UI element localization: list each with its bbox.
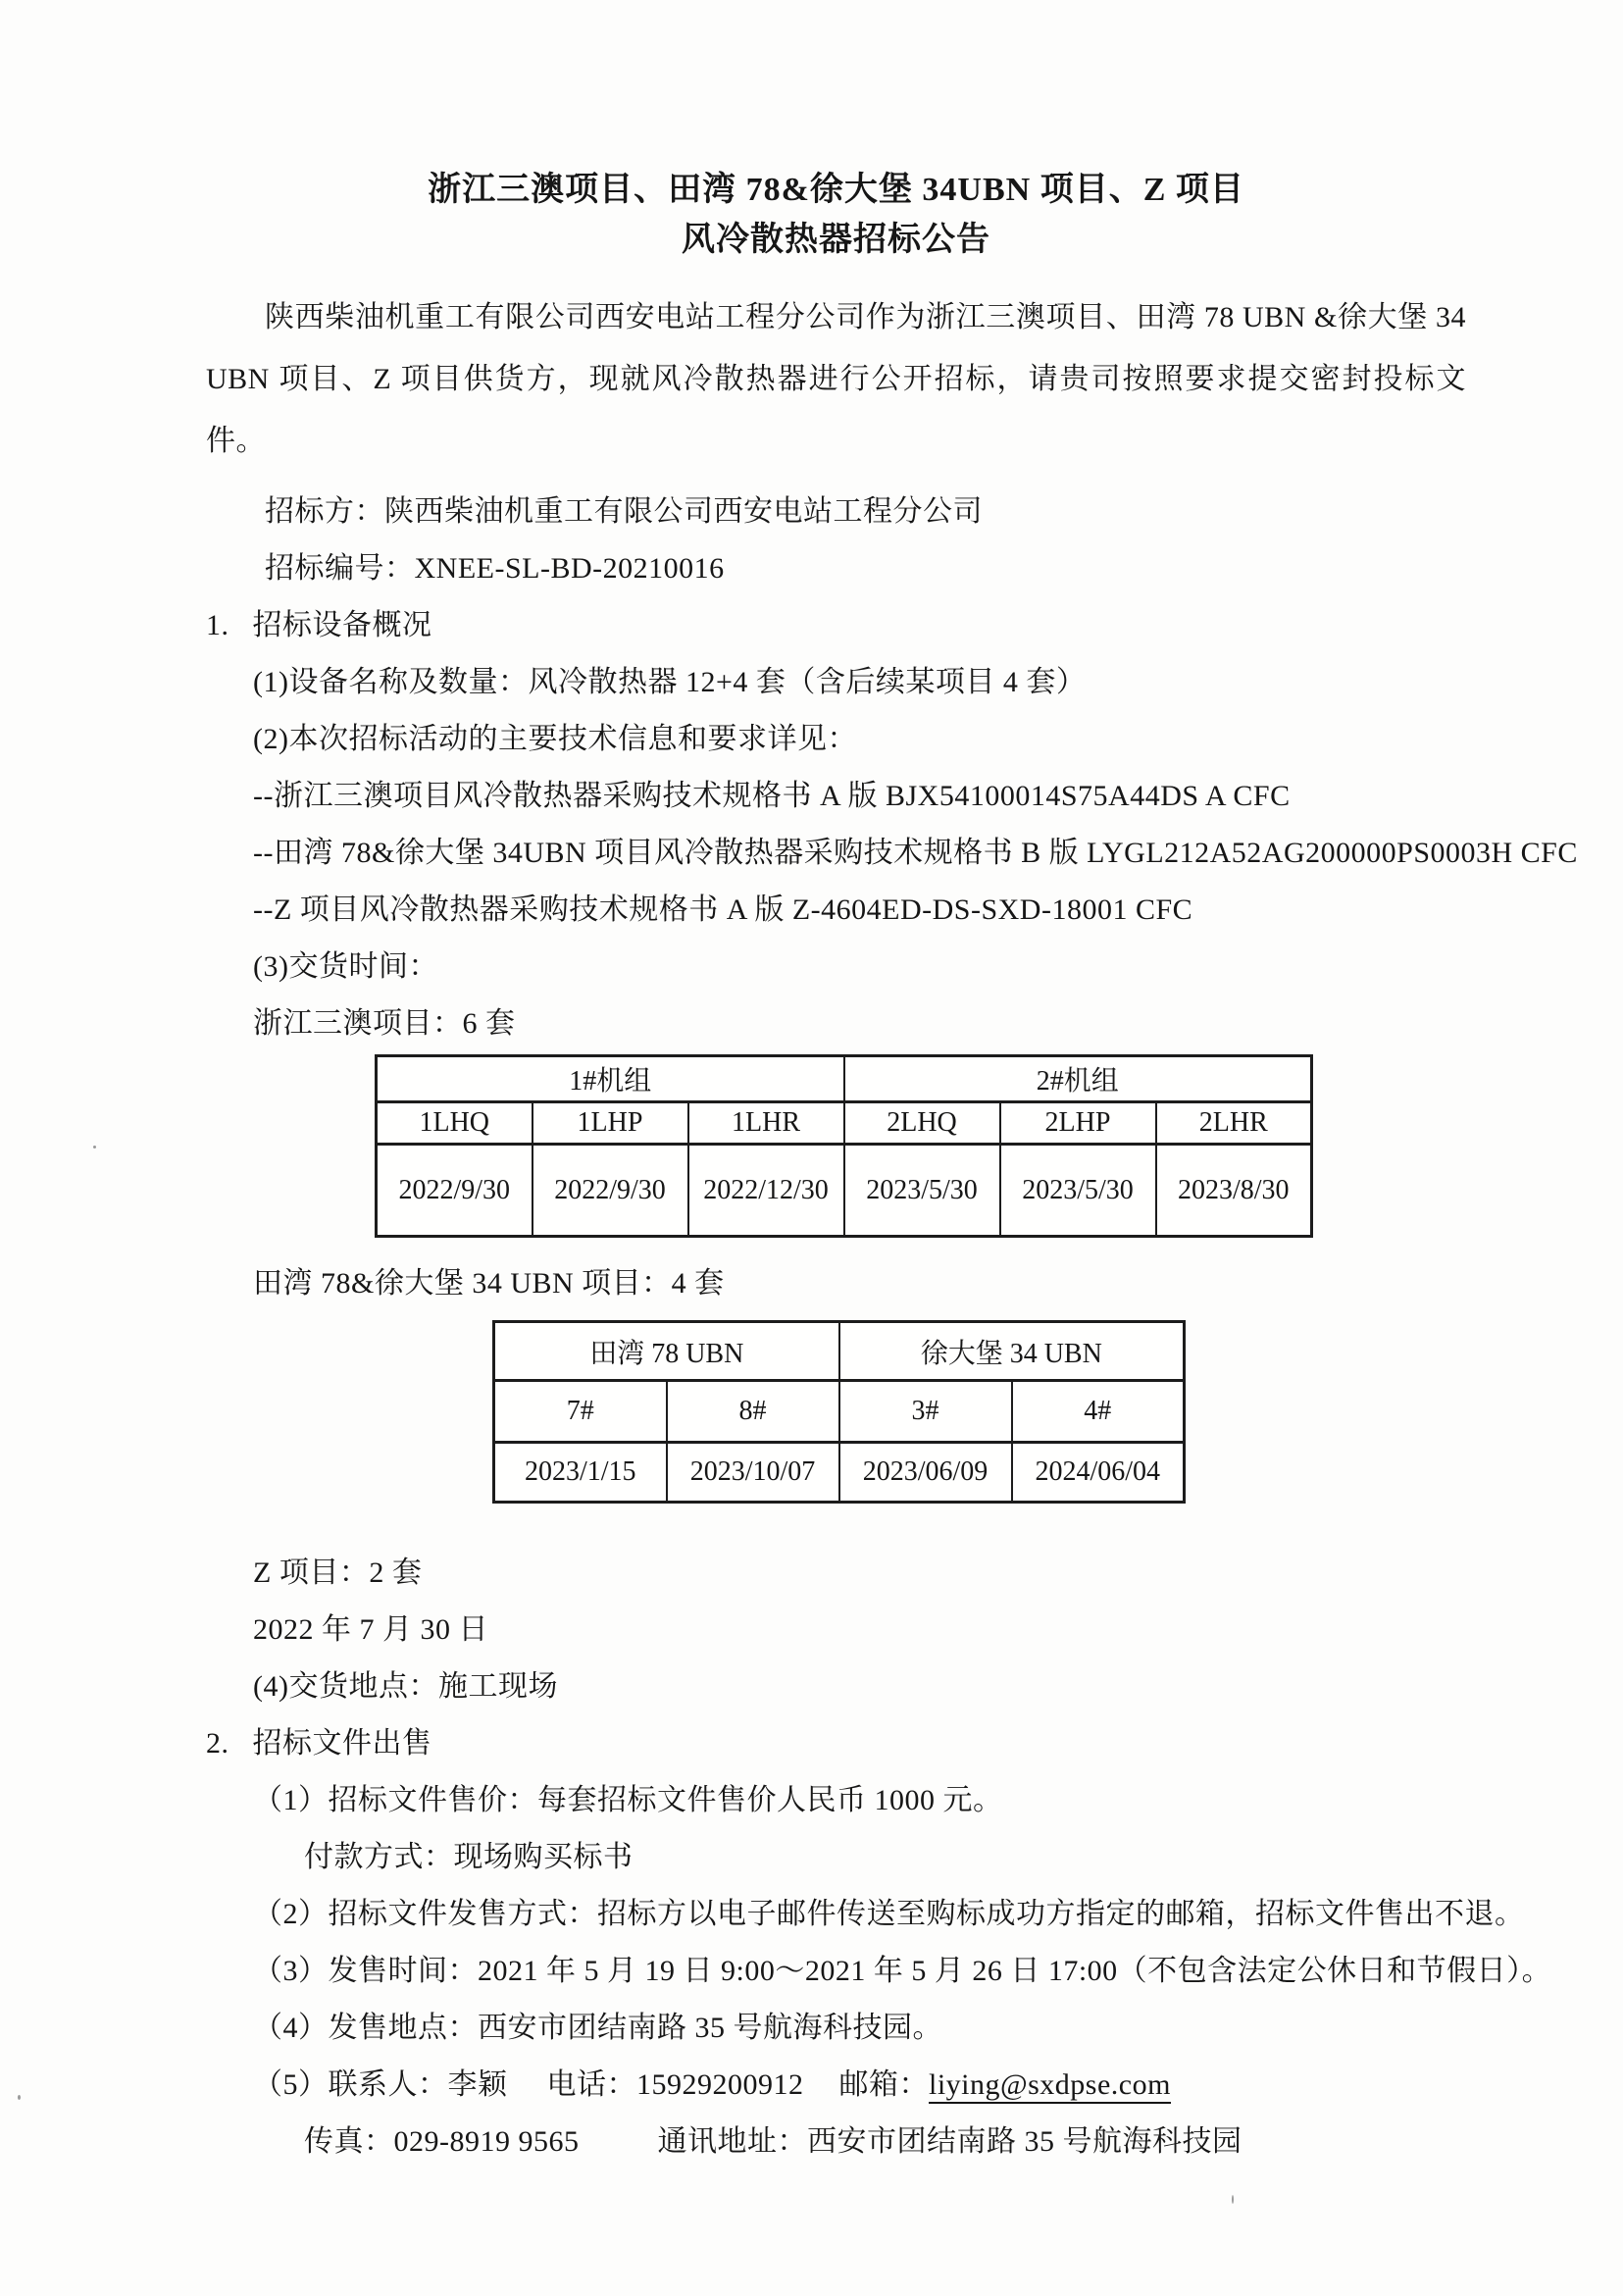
delivery-date-cell: 2023/1/15: [494, 1443, 667, 1503]
column-header-cell: 1LHQ: [377, 1102, 533, 1145]
document-title-line2: 风冷散热器招标公告: [682, 222, 990, 258]
tianwan-qty-line: 田湾 78&徐大堡 34 UBN 项目：4 套: [253, 1267, 725, 1300]
section2-heading: [206, 1715, 1466, 1772]
z-project-qty-line: Z 项目：2 套: [253, 1556, 423, 1589]
tech-info-line: (2)本次招标活动的主要技术信息和要求详见：: [253, 723, 857, 755]
section1-title: 招标设备概况: [252, 609, 432, 641]
equipment-name-line: (1)设备名称及数量：风冷散热器 12+4 套（含后续某项目 4 套）: [253, 666, 1087, 698]
contact-person: （5）联系人：李颖: [253, 2068, 508, 2101]
unit1-group-header-cell: 1#机组: [377, 1056, 844, 1102]
contact-email-link[interactable]: liying@sxdpse.com: [929, 2068, 1171, 2104]
scan-artifact: [18, 2095, 21, 2100]
section1-heading: [206, 597, 1466, 654]
zhejiang-qty-line: 浙江三澳项目：6 套: [253, 1007, 516, 1040]
zhejiang-delivery-table: [375, 1054, 1313, 1238]
column-header-cell: 3#: [839, 1381, 1012, 1443]
payment-method-line: 付款方式：现场购买标书: [304, 1841, 634, 1873]
section2-title: 招标文件出售: [252, 1727, 432, 1760]
sale-time-line: （3）发售时间：2021 年 5 月 19 日 9:00～2021 年 5 月 26 日 17:00（不包含法定公休日和节假日）。: [253, 1955, 1552, 1987]
document-title-line1: 浙江三澳项目、田湾 78&徐大堡 34UBN 项目、Z 项目: [428, 172, 1244, 208]
tenderer-line: 招标方：陕西柴油机重工有限公司西安电站工程分公司: [265, 495, 983, 528]
xudabao-group-header-cell: 徐大堡 34 UBN: [839, 1322, 1185, 1381]
delivery-date-cell: 2023/10/07: [667, 1443, 839, 1503]
scan-artifact: [93, 1146, 96, 1148]
postal-address: 通讯地址：西安市团结南路 35 号航海科技园: [657, 2125, 1243, 2158]
intro-paragraph: 陕西柴油机重工有限公司西安电站工程分公司作为浙江三澳项目、田湾 78 UBN &徐大堡 34 UBN 项目、Z 项目供货方，现就风冷散热器进行公开招标，请贵司按照要求提交密封投标文件。: [206, 301, 1466, 457]
delivery-date-cell: 2022/9/30: [533, 1145, 688, 1237]
sale-place-line: （4）发售地点：西安市团结南路 35 号航海科技园。: [253, 2012, 942, 2044]
spec-line-tianwan: --田湾 78&徐大堡 34UBN 项目风冷散热器采购技术规格书 B 版 LYGL212A52AG200000PS0003H CFC: [253, 837, 1578, 869]
delivery-time-line: (3)交货时间：: [253, 950, 438, 983]
delivery-place-line: (4)交货地点：施工现场: [253, 1670, 558, 1703]
column-header-cell: 2LHQ: [844, 1102, 1000, 1145]
delivery-date-cell: 2023/5/30: [844, 1145, 1000, 1237]
tender-number-line: 招标编号：XNEE-SL-BD-20210016: [265, 552, 725, 585]
column-header-cell: 2LHP: [1000, 1102, 1156, 1145]
fax-address-line: [304, 2114, 1466, 2170]
tianwan-group-header-cell: 田湾 78 UBN: [494, 1322, 839, 1381]
document-title: [206, 0, 1466, 265]
contact-email-label: 邮箱：: [838, 2068, 929, 2101]
unit2-group-header-cell: 2#机组: [844, 1056, 1312, 1102]
spec-line-z: --Z 项目风冷散热器采购技术规格书 A 版 Z-4604ED-DS-SXD-18001 CFC: [253, 893, 1193, 926]
tianwan-xudabao-delivery-table: [492, 1320, 1186, 1504]
contact-line: [253, 2057, 1466, 2114]
section1-number: 1.: [206, 609, 229, 641]
doc-distribution-line: （2）招标文件发售方式：招标方以电子邮件传送至购标成功方指定的邮箱，招标文件售出不退。: [253, 1898, 1525, 1930]
column-header-cell: 7#: [494, 1381, 667, 1443]
z-project-date-line: 2022 年 7 月 30 日: [253, 1613, 488, 1646]
delivery-date-cell: 2023/5/30: [1000, 1145, 1156, 1237]
column-header-cell: 1LHR: [688, 1102, 844, 1145]
column-header-cell: 1LHP: [533, 1102, 688, 1145]
column-header-cell: 8#: [667, 1381, 839, 1443]
scan-artifact: [1232, 2195, 1234, 2204]
delivery-date-cell: 2022/9/30: [377, 1145, 533, 1237]
column-header-cell: 2LHR: [1156, 1102, 1312, 1145]
delivery-date-cell: 2024/06/04: [1012, 1443, 1185, 1503]
doc-price-line: （1）招标文件售价：每套招标文件售价人民币 1000 元。: [253, 1784, 1003, 1816]
spec-line-zhejiang: --浙江三澳项目风冷散热器采购技术规格书 A 版 BJX54100014S75A44DS A CFC: [253, 780, 1291, 812]
delivery-date-cell: 2022/12/30: [688, 1145, 844, 1237]
delivery-date-cell: 2023/06/09: [839, 1443, 1012, 1503]
delivery-date-cell: 2023/8/30: [1156, 1145, 1312, 1237]
contact-phone: 电话：15929200912: [546, 2068, 804, 2101]
fax-number: 传真：029-8919 9565: [304, 2125, 580, 2158]
column-header-cell: 4#: [1012, 1381, 1185, 1443]
section2-number: 2.: [206, 1727, 229, 1760]
